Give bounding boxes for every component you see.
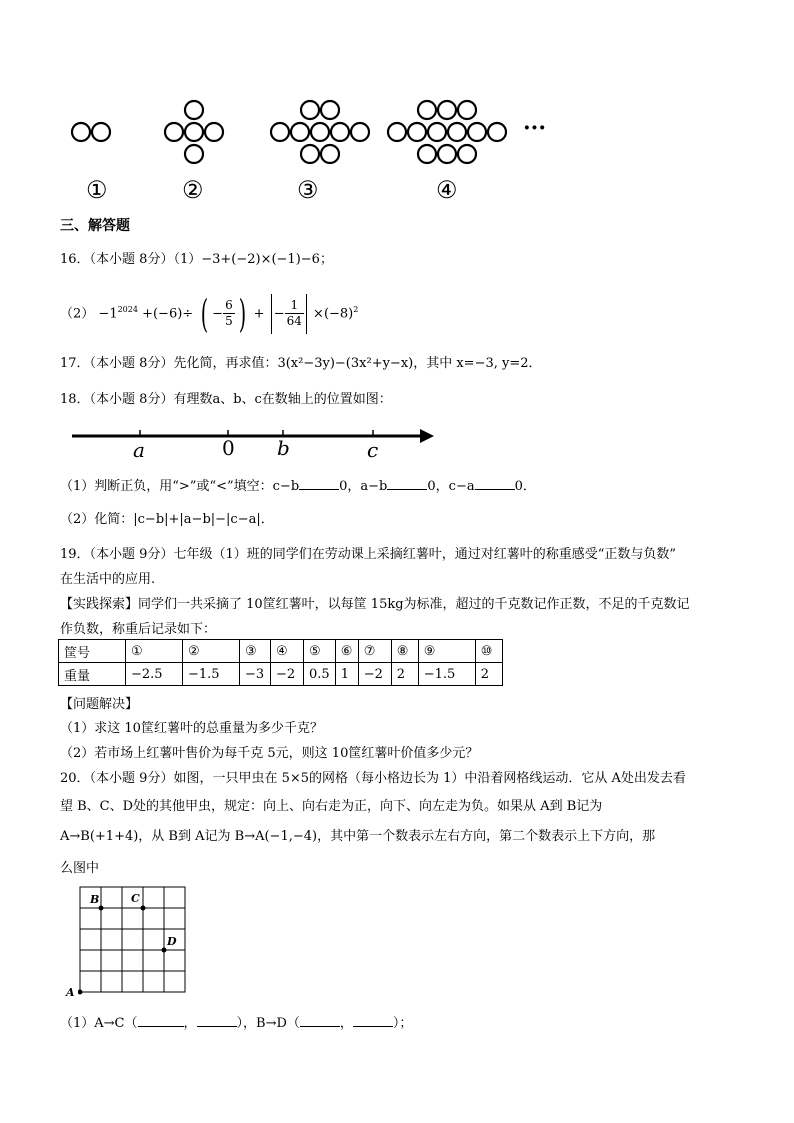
answer-blank[interactable] <box>300 1014 340 1027</box>
answer-blank[interactable] <box>353 1014 393 1027</box>
point-b <box>99 906 104 911</box>
axis-label-a: a <box>133 438 145 462</box>
q16-p2-exp: 2024 <box>117 305 138 314</box>
axis-label-c: c <box>367 438 379 462</box>
q16-p2-f: ×(−8) <box>313 306 354 322</box>
abs-bar-left <box>271 294 272 334</box>
fraction-6-5: $\frac{6}{5}$ <box>225 298 233 329</box>
left-paren: ( <box>201 291 209 336</box>
fig3-circle <box>311 123 329 141</box>
fig3-circle <box>351 123 369 141</box>
figure-label-4: ④ <box>436 176 458 204</box>
fig1-circle <box>92 123 110 141</box>
table-row: 重量 −2.5 −1.5 −3 −2 0.5 1 −2 2 −1.5 2 <box>59 663 503 686</box>
figure-ellipsis: ··· <box>523 115 546 141</box>
fig4-circle <box>438 145 456 163</box>
q19-line2: 在生活中的应用. <box>60 572 156 587</box>
fig4-circle <box>458 145 476 163</box>
fig4-circle <box>438 101 456 119</box>
table-row: 筐号 ① ② ③ ④ ⑤ ⑥ ⑦ ⑧ ⑨ ⑩ <box>59 640 503 663</box>
fig1-circle <box>72 123 90 141</box>
answer-blank[interactable] <box>197 1014 237 1027</box>
right-paren: ) <box>238 291 246 336</box>
figure-label-1: ① <box>86 176 108 204</box>
q16-p2-d: + <box>253 306 265 322</box>
section-title: 三、解答题 <box>60 218 130 234</box>
grid-label-b: B <box>90 893 100 906</box>
point-d <box>162 948 167 953</box>
fig3-circle <box>331 123 349 141</box>
q16-p2-a: −1 <box>98 306 118 322</box>
q20-line2: 望 B、C、D处的其他甲虫，规定：向上、向右走为正，向下、向左走为负。如果从 A到 B记为 <box>60 799 603 814</box>
q16-part2 <box>60 290 358 334</box>
q16-p2-b: +(−6)÷ <box>142 306 194 322</box>
answer-blank[interactable] <box>138 1014 184 1027</box>
answer-blank[interactable] <box>387 477 427 490</box>
fig2-circle <box>205 123 223 141</box>
fig2-circle <box>185 145 203 163</box>
q20-line3: A→B(+1+4)，从 B到 A记为 B→A(−1,−4)，其中第一个数表示左右方向，第二个数表示上下方向，那 <box>60 829 656 844</box>
axis-label-b: b <box>277 436 290 460</box>
weight-record-table <box>58 639 503 686</box>
point-c <box>141 906 146 911</box>
q20-part1: （1）A→C（ ， ），B→D（ ， ）； <box>60 1016 413 1031</box>
fig4-circle <box>458 101 476 119</box>
fig2-circle <box>165 123 183 141</box>
fig3-circle <box>301 101 319 119</box>
fig4-circle <box>448 123 466 141</box>
fig2-circle <box>185 123 203 141</box>
fig2-circle <box>185 101 203 119</box>
q16-line1: 16．（本小题 8分）（1）−3+(−2)×(−1)−6； <box>60 252 333 267</box>
fraction-1-64: $\frac{1}{64}$ <box>286 298 302 329</box>
q19-part2: （2）若市场上红薯叶售价为每千克 5元，则这 10筐红薯叶价值多少元？ <box>60 746 479 761</box>
axis-label-0: 0 <box>222 436 235 460</box>
arrow-right-icon <box>420 429 434 443</box>
figure-label-3: ③ <box>297 176 319 204</box>
q19-line3: 【实践探索】同学们一共采摘了 10筐红薯叶，以每筐 15kg为标准，超过的千克数记作正数，不足的千克数记 <box>60 597 690 612</box>
q19-line1: 19．（本小题 9分）七年级（1）班的同学们在劳动课上采摘红薯叶，通过对红薯叶的称重感受“正数与负数” <box>60 547 677 562</box>
fig3-circle <box>271 123 289 141</box>
fig4-circle <box>418 101 436 119</box>
q19-line4: 作负数，称重后记录如下： <box>60 622 217 637</box>
q20-line4: 么图中 <box>60 861 100 876</box>
abs-bar-right <box>306 294 307 334</box>
grid-label-a: A <box>66 986 75 999</box>
fig3-circle <box>291 123 309 141</box>
number-line <box>70 420 440 460</box>
q16-p2-c: − <box>212 306 224 322</box>
q16-p2-prefix: （2） <box>60 306 95 322</box>
fig4-circle <box>418 145 436 163</box>
fig4-circle <box>388 123 406 141</box>
fig4-circle <box>468 123 486 141</box>
grid-label-d: D <box>167 935 177 948</box>
fig3-circle <box>321 101 339 119</box>
q20-line1: 20．（本小题 9分）如图，一只甲虫在 5×5的网格（每小格边长为 1）中沿着网格线运动．它从 A处出发去看 <box>60 771 686 786</box>
fig3-circle <box>321 145 339 163</box>
answer-blank[interactable] <box>475 477 515 490</box>
q16-p2-e: − <box>273 306 285 322</box>
fig4-circle <box>428 123 446 141</box>
grid-label-c: C <box>131 892 140 905</box>
fig4-circle <box>488 123 506 141</box>
q19-problem-title: 【问题解决】 <box>60 697 139 712</box>
fig3-circle <box>301 145 319 163</box>
figure-label-2: ② <box>182 176 204 204</box>
q18-text: 18．（本小题 8分）有理数a、b、c在数轴上的位置如图： <box>60 392 392 407</box>
q18-part1: （1）判断正负，用“>”或“<”填空：c−b 0，a−b 0，c−a 0． <box>60 479 536 494</box>
q19-part1: （1）求这 10筐红薯叶的总重量为多少千克？ <box>60 721 323 736</box>
q18-part2: （2）化简：|c−b|+|a−b|−|c−a|． <box>60 512 274 527</box>
fig4-circle <box>408 123 426 141</box>
q16-p2-exp2: 2 <box>353 305 359 314</box>
answer-blank[interactable] <box>299 477 339 490</box>
q17-text: 17．（本小题 8分）先化简，再求值：3(x²−3y)−(3x²+y−x)，其中 x=−3, y=2． <box>60 356 542 371</box>
point-a <box>78 990 83 995</box>
